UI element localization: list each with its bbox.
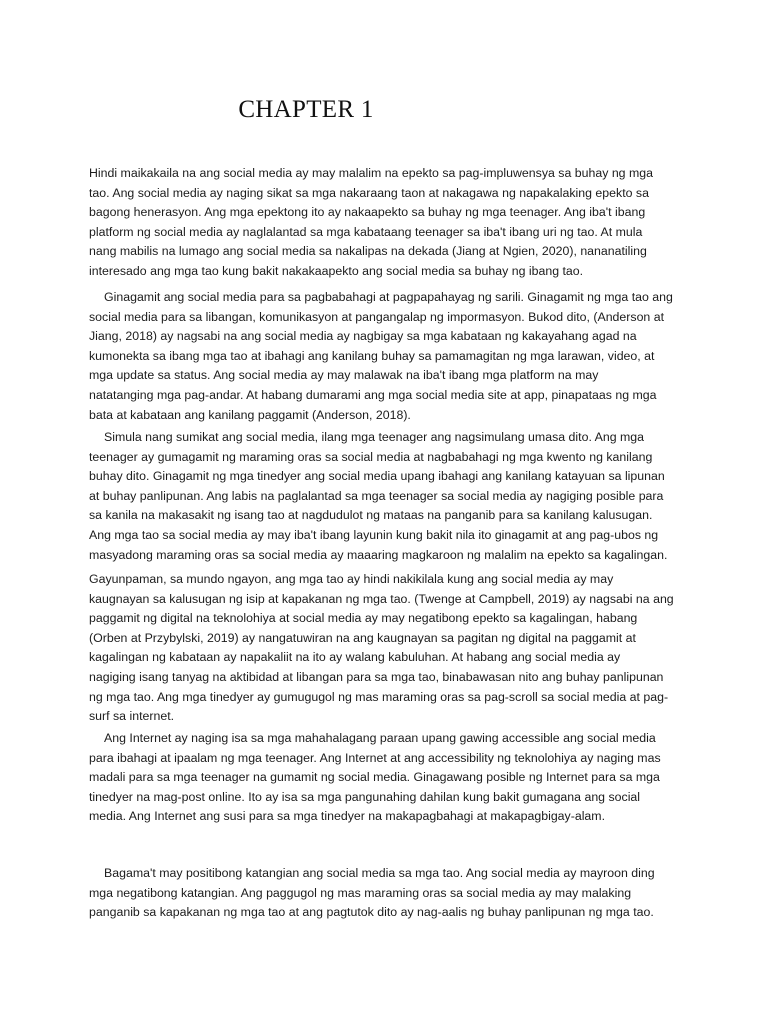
paragraph-line: paggamit ng digital na teknolohiya at social media ay may negatibong epekto sa kagalingan, habang (89, 611, 638, 626)
paragraph-line: Ang Internet ay naging isa sa mga mahahalagang paraan upang gawing accessible ang social media (104, 731, 656, 745)
paragraph-line: nagiging isang tanyag na aktibidad at libangan para sa mga tao, binabawasan nito ang buhay panlipunan (89, 669, 664, 684)
paragraph-line: bata at kabataan ang kanilang paggamit (Anderson, 2018). (89, 407, 411, 422)
paragraph-2 (89, 288, 689, 425)
paragraph-line: masyadong maraming oras sa social media ay maaaring magkaroon ng malalim na epekto sa kagalingan. (89, 547, 668, 562)
paragraph-line: kagalingan ng kabataan ay napakaliit na ito ay walang kabuluhan. At habang ang social media ay (89, 650, 621, 665)
paragraph-5 (89, 729, 689, 827)
paragraph-line: panganib sa kapakanan ng mga tao at ang pagtutok dito ay nag-aalis ng buhay panlipunan ng mga tao. (89, 905, 654, 920)
paragraph-line: Ginagamit ang social media para sa pagbabahagi at pagpapahayag ng sarili. Ginagamit ng mga tao ang (104, 290, 673, 304)
paragraph-line: platform ng social media ay naglalantad sa mga kabataang teenager sa iba't ibang uri ng tao. At mula (89, 224, 643, 239)
paragraph-line: para ibahagi at ipaalam ng mga teenager. Ang Internet at ang accessibility ng teknolohiya ay naging mas (89, 750, 661, 765)
paragraph-line: kaugnayan sa kalusugan ng isip at kapakanan ng mga tao. (Twenge at Campbell, 2019) ay nagsabi na ang (89, 591, 674, 606)
paragraph-1 (89, 164, 689, 282)
paragraph-line: mga update sa status. Ang social media ay may malawak na iba't ibang mga platform na may (89, 368, 599, 383)
paragraph-line: media. Ang Internet ang susi para sa mga tinedyer na makapagbahagi at makapagbigay-alam. (89, 809, 606, 824)
paragraph-line: ng mga tao. Ang mga tinedyer ay gumugugol ng mas maraming oras sa pag-scroll sa social media at pag- (89, 689, 669, 704)
paragraph-line: surf sa internet. (89, 709, 175, 724)
paragraph-line: kumonekta sa ibang mga tao at ibahagi ang kanilang buhay sa pamamagitan ng mga larawan, video, at (89, 348, 655, 363)
paragraph-line: (Orben at Przybylski, 2019) ay nangatuwiran na ang kaugnayan sa pagitan ng digital na paggamit at (89, 630, 636, 645)
paragraph-line: Jiang, 2018) ay nagsabi na ang social media ay nagbigay sa mga kabataan ng kakayahang agad na (89, 329, 637, 344)
paragraph-3 (89, 428, 689, 565)
paragraph-line: mga negatibong katangian. Ang paggugol ng mas maraming oras sa social media ay may malaking (89, 885, 632, 900)
paragraph-line: bagong henerasyon. Ang mga epektong ito ay nakaapekto sa buhay ng mga teenager. Ang iba't ibang (89, 205, 646, 220)
paragraph-line: nang mabilis na lumago ang social media sa nakalipas na dekada (Jiang at Ngien, 2020), nananatiling (89, 244, 647, 259)
paragraph-line: tao. Ang social media ay naging sikat sa mga nakaraang taon at nakagawa ng napakalaking epekto sa (89, 185, 649, 200)
paragraph-line: interesado ang mga tao kung bakit nakakaapekto ang social media sa buhay ng ibang tao. (89, 263, 584, 278)
paragraph-6 (89, 864, 689, 923)
paragraph-line: natatanging mga pag-andar. At habang dumarami ang mga social media site at app, pinapataas ng mga (89, 387, 657, 402)
chapter-title: CHAPTER 1 (238, 96, 374, 123)
paragraph-line: tinedyer na mag-post online. Ito ay isa sa mga pangunahing dahilan kung bakit gumagana ang social (89, 789, 641, 804)
paragraph-line: Bagama't may positibong katangian ang social media sa mga tao. Ang social media ay mayroon ding (104, 866, 655, 880)
paragraph-line: sa kanila na makasakit ng isang tao at nagdudulot ng mataas na panganib para sa kanilang kalusugan. (89, 508, 653, 523)
paragraph-line: Simula nang sumikat ang social media, ilang mga teenager ang nagsimulang umasa dito. Ang mga (104, 430, 645, 444)
paragraph-line: Ang mga tao sa social media ay may iba't ibang layunin kung bakit nila ito ginagamit at ang pag-ubos ng (89, 527, 659, 542)
paragraph-line: Hindi maikakaila na ang social media ay may malalim na epekto sa pag-impluwensya sa buhay ng mga (89, 166, 653, 180)
paragraph-line: at buhay panlipunan. Ang labis na paglalantad sa mga teenager sa social media ay nagiging posible para (89, 488, 664, 503)
paragraph-line: teenager ay gumagamit ng maraming oras sa social media at nagbabahagi ng mga kwento ng kanilang (89, 449, 653, 464)
paragraph-line: social media para sa libangan, komunikasyon at pangangalap ng impormasyon. Bukod dito, (Anderson at (89, 309, 665, 324)
paragraph-line: madali para sa mga teenager na gumamit ng social media. Ginagawang posible ng Internet para sa mga (89, 770, 660, 785)
paragraph-4 (89, 570, 689, 727)
paragraph-line: buhay dito. Ginagamit ng mga tinedyer ang social media upang ibahagi ang kanilang katayuan sa lipunan (89, 469, 665, 484)
paragraph-line: Gayunpaman, sa mundo ngayon, ang mga tao ay hindi nakikilala kung ang social media ay may (89, 572, 614, 586)
